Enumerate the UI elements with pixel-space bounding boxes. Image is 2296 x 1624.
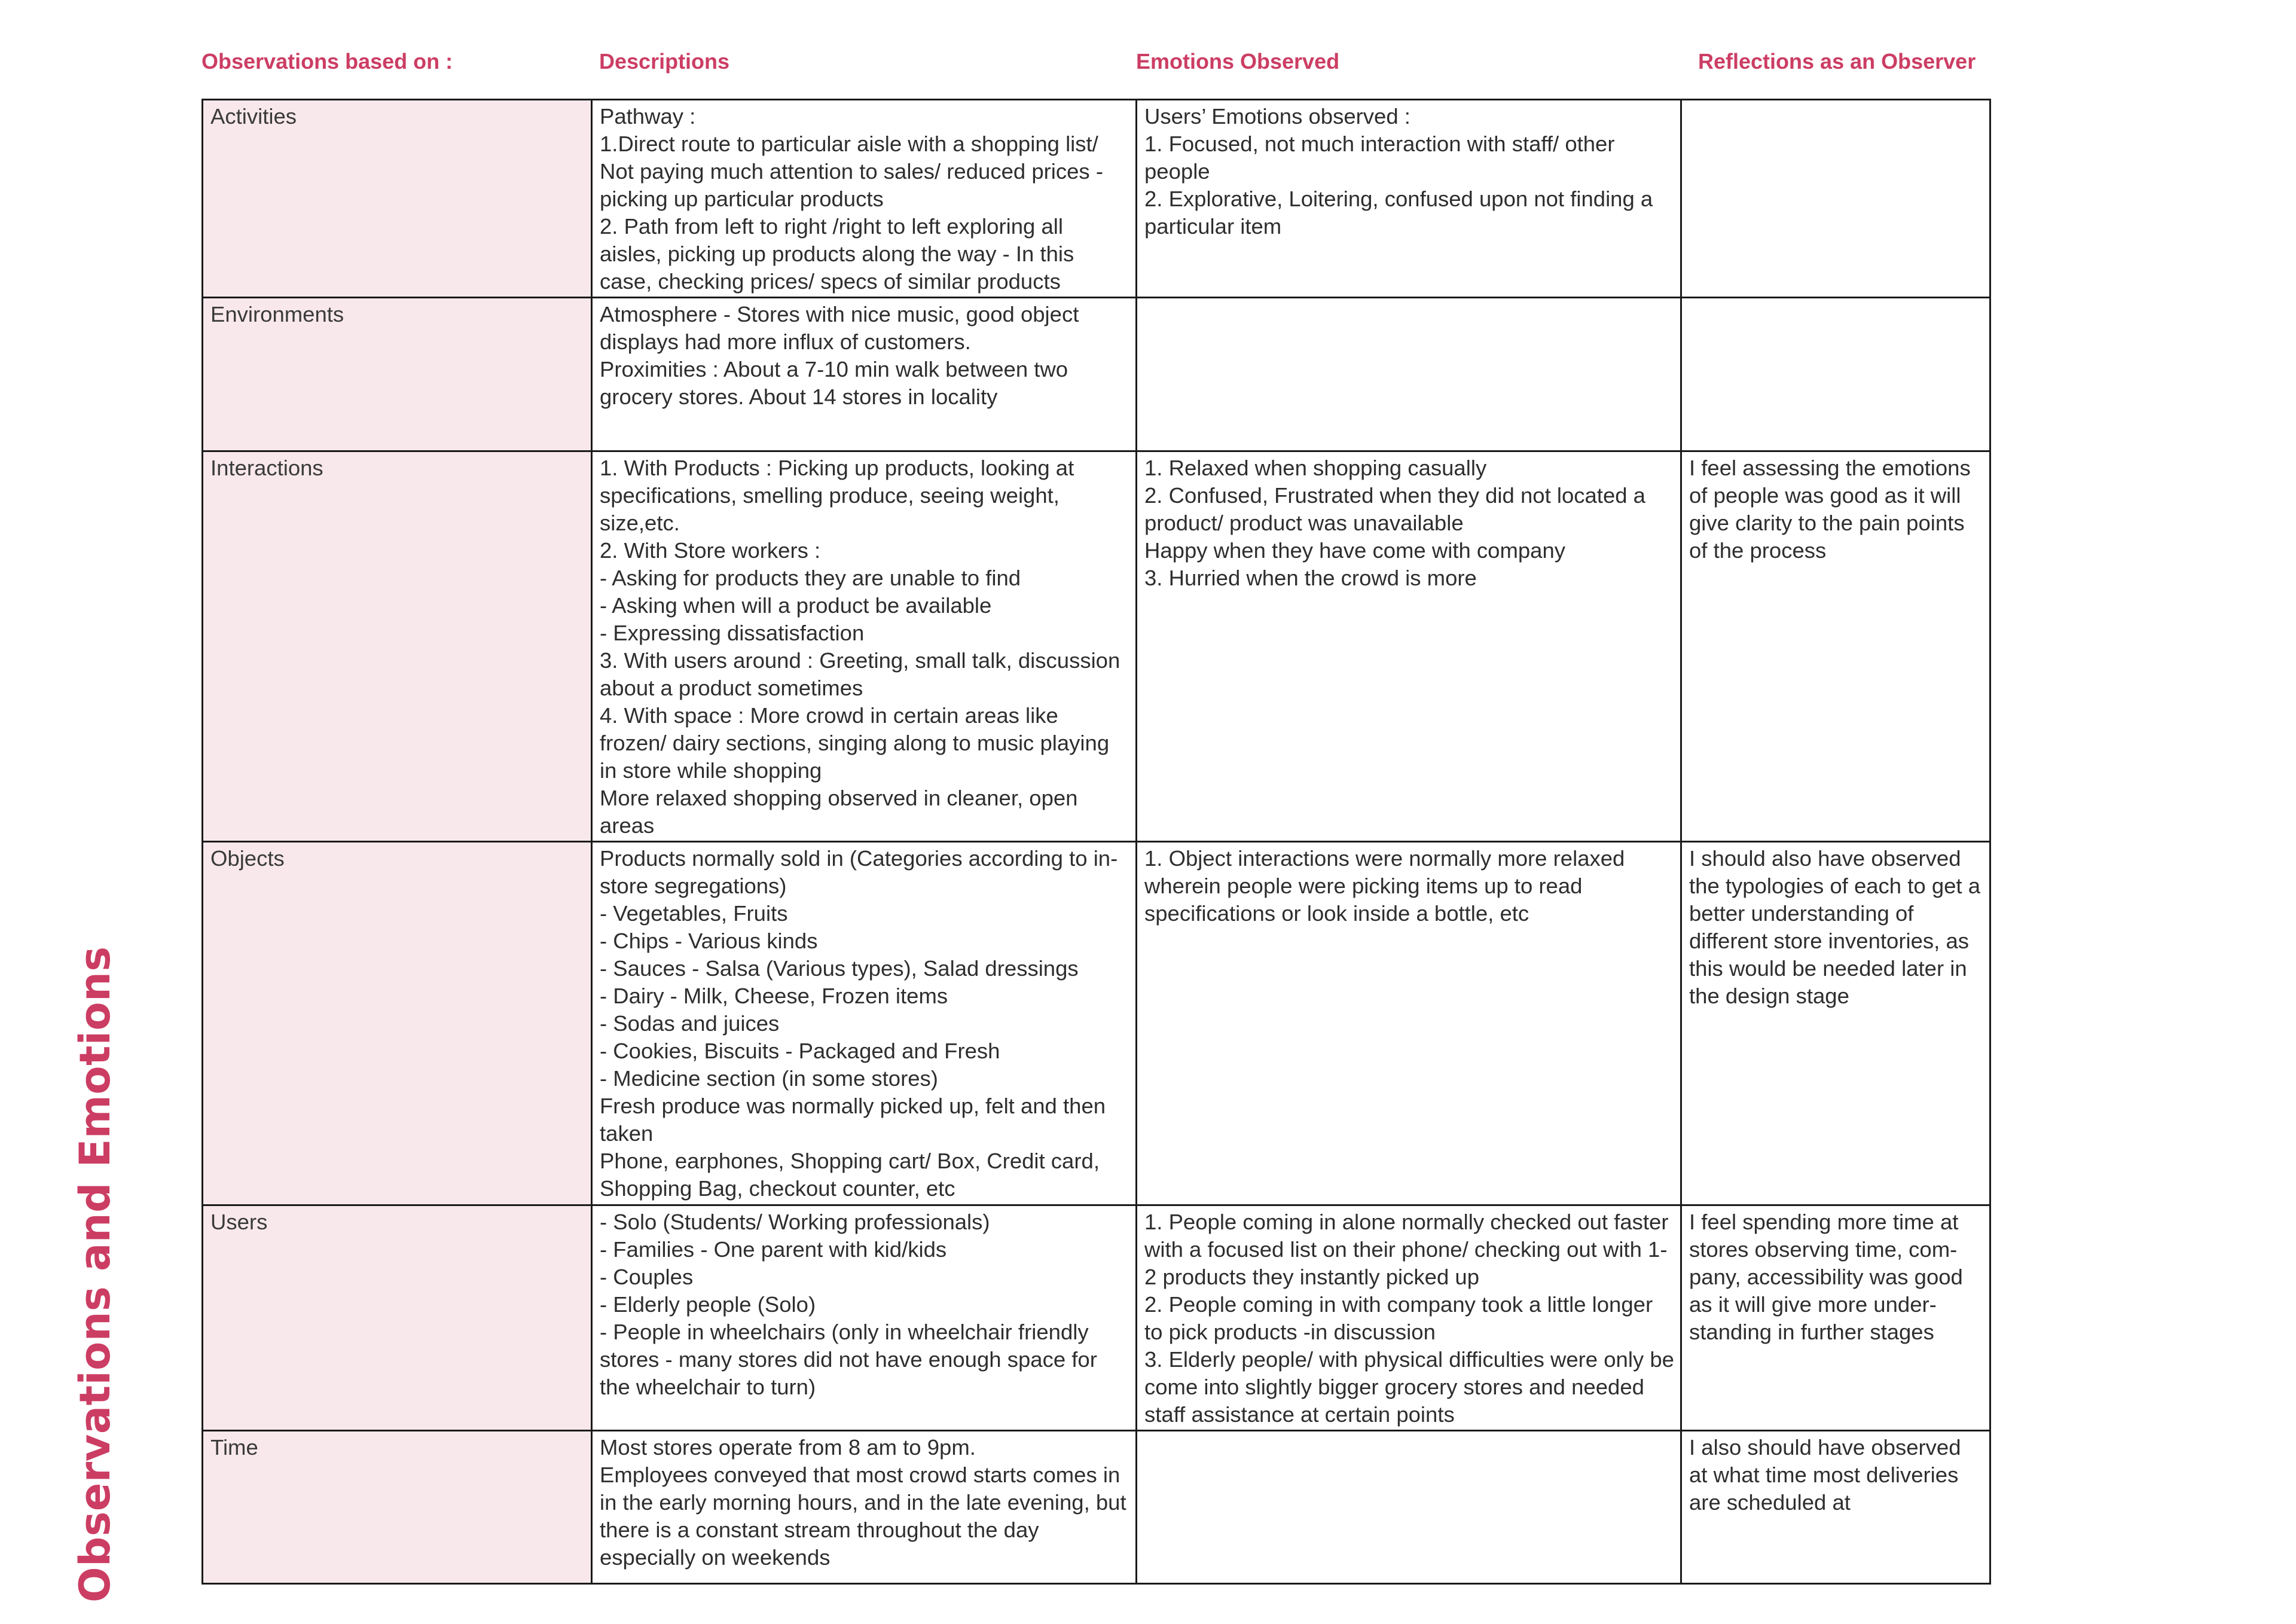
description-cell: 1. With Products : Picking up products, looking at specifications, smelling produce, seeing weight, size,etc. 2. With Store workers : - Asking for products they are unable to find - Asking when will a product be available - Expressing dissatisfaction 3. With users around : Greeting, small talk, discussion about a product sometimes 4. With space : More crowd in certain areas like frozen/ dairy sections, singing along to music playing in store while shopping More relaxed shopping observed in cleaner, open areas xyxy=(592,451,1137,842)
table-row-objects xyxy=(203,842,1990,1205)
emotions-cell: 1. People coming in alone normally checked out faster with a focused list on their phone/ checking out with 1-2 products they instantly picked up 2. People coming in with company took a little longer to pick products -in discussion 3. Elderly people/ with physical difficulties were only be come into slightly bigger grocery stores and needed staff assistance at certain points xyxy=(1137,1205,1681,1431)
header-descriptions: Descriptions xyxy=(599,49,730,74)
side-title: Observations and Emotions xyxy=(71,946,120,1602)
observations-table xyxy=(201,99,1991,1585)
category-cell: Activities xyxy=(203,100,592,298)
reflection-cell: I feel assessing the emotions of people was good as it will give clarity to the pain points of the process xyxy=(1681,451,1990,842)
emotions-cell: Users’ Emotions observed : 1. Focused, not much interaction with staff/ other people 2. Explorative, Loitering, confused upon not finding a particular item xyxy=(1137,100,1681,298)
description-cell: Products normally sold in (Categories according to in-store segregations) - Vegetables, Fruits - Chips - Various kinds - Sauces - Salsa (Various types), Salad dressings - Dairy - Milk, Cheese, Frozen items - Sodas and juices - Cookies, Biscuits - Packaged and Fresh - Medicine section (in some stores) Fresh produce was normally picked up, felt and then taken Phone, earphones, Shopping cart/ Box, Credit card, Shopping Bag, checkout counter, etc xyxy=(592,842,1137,1205)
description-cell: - Solo (Students/ Working professionals) - Families - One parent with kid/kids - Couples - Elderly people (Solo) - People in wheelchairs (only in wheelchair friendly stores - many stores did not have enough space for the wheelchair to turn) xyxy=(592,1205,1137,1431)
table-row-interactions xyxy=(203,451,1990,842)
emotions-cell: 1. Object interactions were normally more relaxed wherein people were picking items up to read specifications or look inside a bottle, etc xyxy=(1137,842,1681,1205)
header-observations-based-on: Observations based on : xyxy=(201,49,453,74)
category-cell: Interactions xyxy=(203,451,592,842)
emotions-cell: 1. Relaxed when shopping casually 2. Confused, Frustrated when they did not located a product/ product was unavailable Happy when they have come with company 3. Hurried when the crowd is more xyxy=(1137,451,1681,842)
emotions-cell xyxy=(1137,298,1681,451)
category-cell: Time xyxy=(203,1431,592,1584)
description-cell: Atmosphere - Stores with nice music, good object displays had more influx of customers. Proximities : About a 7-10 min walk between two grocery stores. About 14 stores in locality xyxy=(592,298,1137,451)
emotions-cell xyxy=(1137,1431,1681,1584)
reflection-cell xyxy=(1681,298,1990,451)
table-row-users xyxy=(203,1205,1990,1431)
reflection-cell: I feel spending more time at stores observing time, com- pany, accessibility was good as it will give more under- standing in further stages xyxy=(1681,1205,1990,1431)
reflection-cell xyxy=(1681,100,1990,298)
reflection-cell: I also should have observed at what time most deliveries are scheduled at xyxy=(1681,1431,1990,1584)
category-cell: Users xyxy=(203,1205,592,1431)
header-reflections: Reflections as an Observer xyxy=(1698,49,1976,74)
description-cell: Pathway : 1.Direct route to particular aisle with a shopping list/ Not paying much attention to sales/ reduced prices - picking up particular products 2. Path from left to right /right to left exploring all aisles, picking up products along the way - In this case, checking prices/ specs of similar products xyxy=(592,100,1137,298)
reflection-cell: I should also have observed the typologies of each to get a better understanding of different store inventories, as this would be needed later in the design stage xyxy=(1681,842,1990,1205)
category-cell: Environments xyxy=(203,298,592,451)
category-cell: Objects xyxy=(203,842,592,1205)
table-row-activities xyxy=(203,100,1990,298)
header-emotions-observed: Emotions Observed xyxy=(1136,49,1340,74)
table-row-environments xyxy=(203,298,1990,451)
description-cell: Most stores operate from 8 am to 9pm. Employees conveyed that most crowd starts comes in in the early morning hours, and in the late evening, but there is a constant stream throughout the day especially on weekends xyxy=(592,1431,1137,1584)
table-row-time xyxy=(203,1431,1990,1584)
